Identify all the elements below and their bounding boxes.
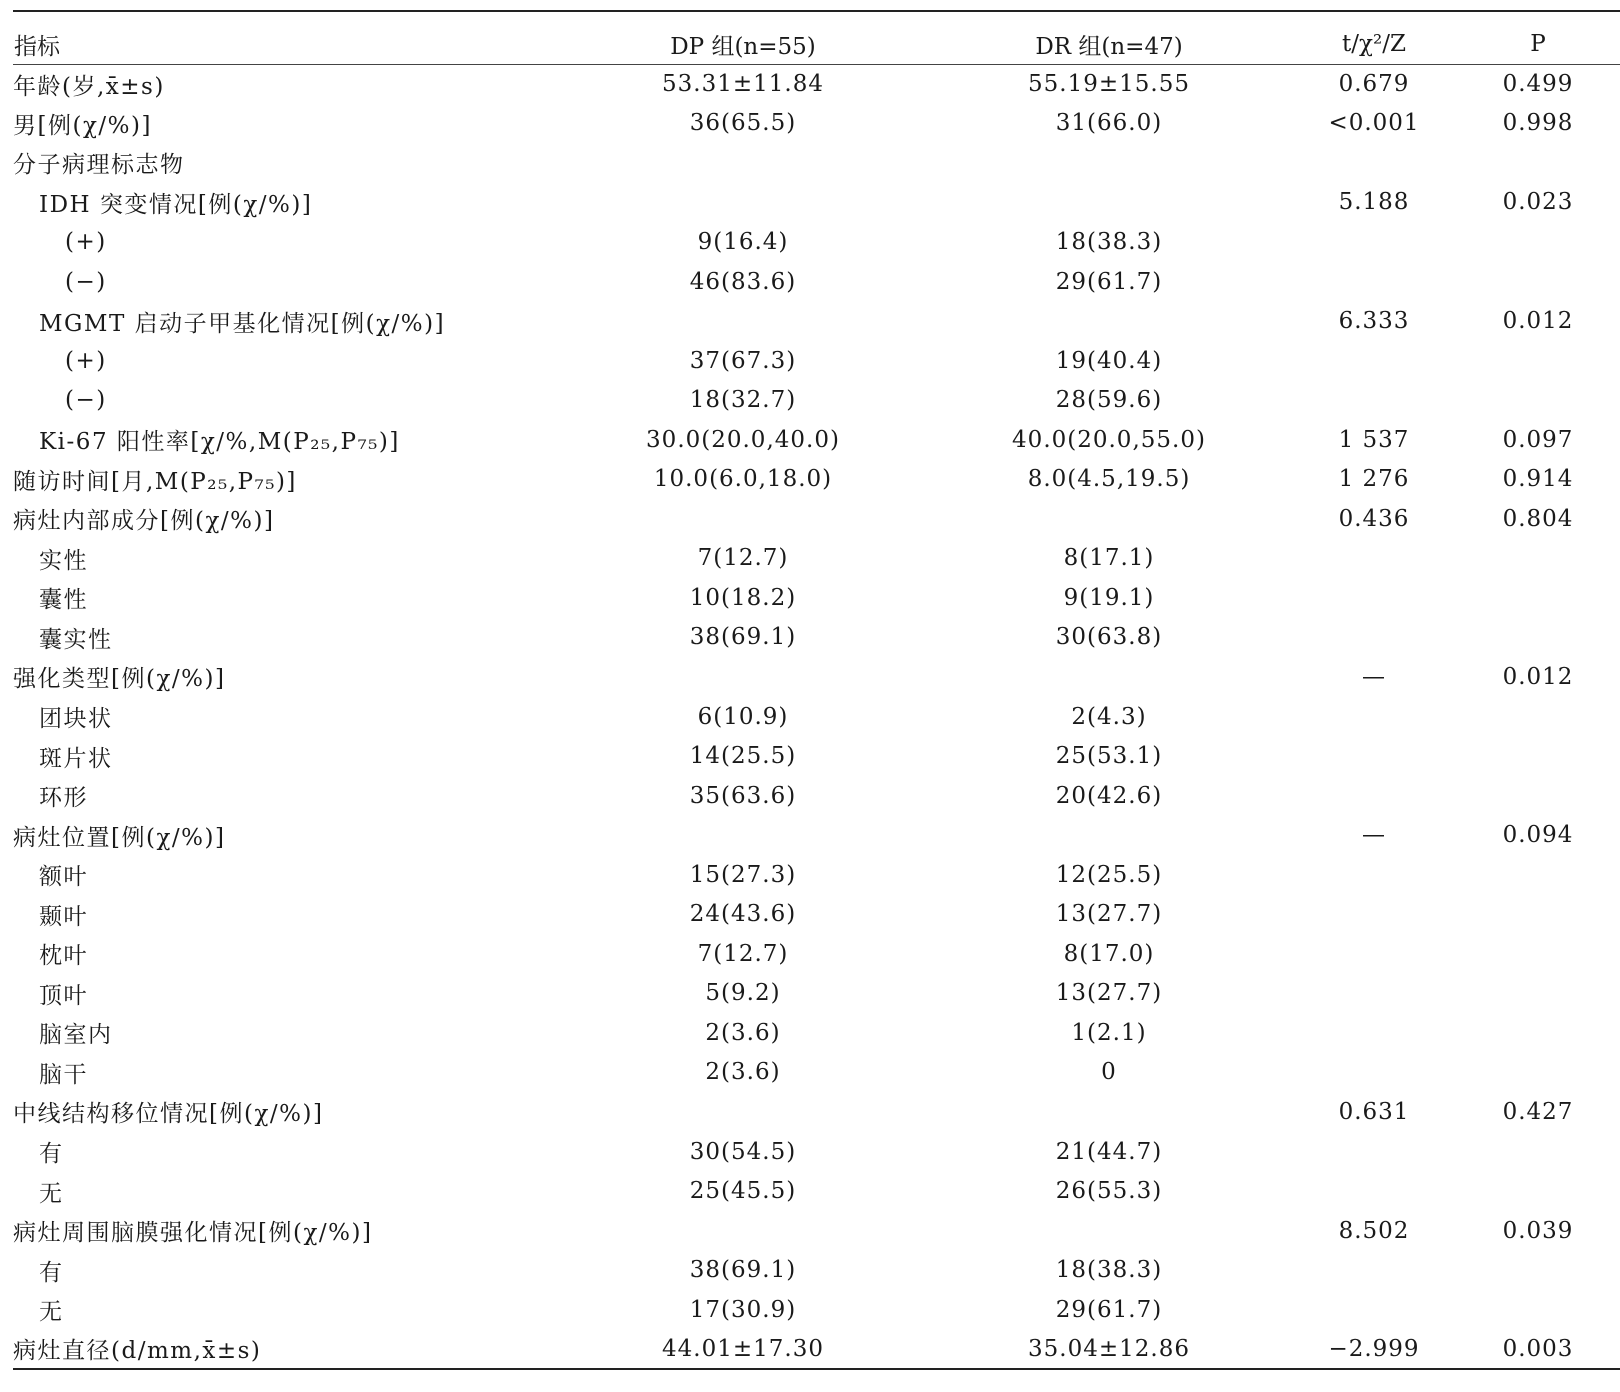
cell-p-value xyxy=(1456,855,1620,895)
table-row xyxy=(13,420,1620,460)
table-row xyxy=(13,64,1620,104)
cell-statistic xyxy=(1292,894,1456,934)
cell-dr-group xyxy=(926,657,1292,697)
cell-statistic: 5.188 xyxy=(1338,189,1410,216)
row-label: 实性 xyxy=(39,547,88,574)
row-label: 病灶直径(d/mm,x̄±s) xyxy=(13,1330,560,1370)
row-label: 囊性 xyxy=(39,587,88,614)
table-row xyxy=(13,1171,1620,1211)
cell-dp-group: 6(10.9) xyxy=(697,703,789,730)
cell-p-value: 0.998 xyxy=(1502,110,1574,137)
cell-statistic xyxy=(1292,697,1456,737)
row-label: 囊实性 xyxy=(39,626,113,653)
row-label: 强化类型[例(χ/%)] xyxy=(13,666,226,693)
cell-p-value: 0.094 xyxy=(1502,822,1574,849)
row-label: 有 xyxy=(39,1259,64,1286)
cell-p-value xyxy=(1456,539,1620,579)
cell-statistic: 1 537 xyxy=(1338,426,1410,453)
header-dp-group: DP 组(n=55) xyxy=(560,11,926,64)
cell-p-value xyxy=(1456,1290,1620,1330)
cell-statistic: 0.679 xyxy=(1338,71,1410,98)
cell-dr-group xyxy=(926,183,1292,223)
cell-dp-group: 30(54.5) xyxy=(689,1138,797,1165)
cell-statistic xyxy=(1292,262,1456,302)
cell-p-value: 0.804 xyxy=(1502,505,1574,532)
cell-dp-group: 24(43.6) xyxy=(689,901,797,928)
cell-statistic xyxy=(1292,539,1456,579)
cell-statistic xyxy=(1292,380,1456,420)
cell-dp-group xyxy=(560,301,926,341)
cell-dr-group: 18(38.3) xyxy=(1055,1257,1163,1284)
table-row xyxy=(13,1290,1620,1330)
cell-dr-group xyxy=(926,1211,1292,1251)
table-row xyxy=(13,380,1620,420)
cell-dr-group xyxy=(926,143,1292,183)
cell-p-value xyxy=(1456,1053,1620,1093)
table-row xyxy=(13,222,1620,262)
cell-statistic: 1 276 xyxy=(1338,466,1410,493)
cell-p-value xyxy=(1456,1171,1620,1211)
cell-p-value xyxy=(1456,736,1620,776)
cell-statistic xyxy=(1292,736,1456,776)
cell-p-value xyxy=(1456,934,1620,974)
table-row xyxy=(13,104,1620,144)
row-label: 团块状 xyxy=(39,706,113,733)
table-row xyxy=(13,341,1620,381)
cell-statistic xyxy=(1292,974,1456,1014)
cell-p-value xyxy=(1456,1132,1620,1172)
cell-dp-group xyxy=(560,815,926,855)
cell-dp-group xyxy=(560,499,926,539)
cell-p-value xyxy=(1456,380,1620,420)
cell-statistic: — xyxy=(1362,822,1386,849)
cell-statistic xyxy=(1292,776,1456,816)
table-row xyxy=(13,1092,1620,1132)
table-row xyxy=(13,1250,1620,1290)
cell-dp-group: 2(3.6) xyxy=(705,1019,781,1046)
header-row xyxy=(13,11,1620,64)
table-row xyxy=(13,855,1620,895)
cell-statistic: <0.001 xyxy=(1328,110,1420,137)
cell-dr-group: 13(27.7) xyxy=(1055,980,1163,1007)
cell-statistic: 0.631 xyxy=(1338,1098,1410,1125)
cell-statistic xyxy=(1292,1053,1456,1093)
cell-dp-group: 10.0(6.0,18.0) xyxy=(653,466,833,493)
cell-dr-group: 8(17.0) xyxy=(1063,940,1155,967)
row-label: 年龄(岁,x̄±s) xyxy=(13,73,165,100)
table-row xyxy=(13,539,1620,579)
cell-dr-group: 28(59.6) xyxy=(1055,387,1163,414)
cell-p-value: 0.097 xyxy=(1502,426,1574,453)
cell-p-value xyxy=(1456,578,1620,618)
cell-dr-group: 29(61.7) xyxy=(1055,1296,1163,1323)
cell-dp-group xyxy=(560,143,926,183)
comparison-table xyxy=(13,10,1620,1370)
cell-dp-group xyxy=(560,183,926,223)
cell-p-value xyxy=(1456,697,1620,737)
row-label: MGMT 启动子甲基化情况[例(χ/%)] xyxy=(39,310,446,337)
table-row xyxy=(13,1132,1620,1172)
cell-dr-group: 40.0(20.0,55.0) xyxy=(1012,426,1206,453)
cell-p-value xyxy=(1456,974,1620,1014)
cell-p-value: 0.039 xyxy=(1502,1217,1574,1244)
table-row xyxy=(13,578,1620,618)
table-row xyxy=(13,499,1620,539)
row-label: 顶叶 xyxy=(39,982,88,1009)
table-row xyxy=(13,697,1620,737)
table-header xyxy=(13,11,1620,64)
cell-dr-group: 12(25.5) xyxy=(1055,861,1163,888)
cell-dr-group: 1(2.1) xyxy=(1071,1019,1147,1046)
row-label: 病灶位置[例(χ/%)] xyxy=(13,824,226,851)
cell-statistic xyxy=(1292,1171,1456,1211)
cell-statistic xyxy=(1292,341,1456,381)
row-label: (−) xyxy=(65,268,107,295)
row-label: 病灶内部成分[例(χ/%)] xyxy=(13,508,275,535)
table-row xyxy=(13,618,1620,658)
table-row xyxy=(13,1053,1620,1093)
row-label: 随访时间[月,M(P₂₅,P₇₅)] xyxy=(13,468,297,495)
row-label: (+) xyxy=(65,347,107,374)
table-row xyxy=(13,1330,1620,1370)
cell-dr-group: 35.04±12.86 xyxy=(926,1330,1292,1370)
top-margin xyxy=(13,0,1620,10)
cell-dr-group: 13(27.7) xyxy=(1055,901,1163,928)
row-label: 额叶 xyxy=(39,864,88,891)
cell-dp-group: 15(27.3) xyxy=(689,861,797,888)
cell-dp-group: 7(12.7) xyxy=(697,940,789,967)
cell-dp-group: 10(18.2) xyxy=(689,584,797,611)
cell-dr-group: 55.19±15.55 xyxy=(1028,71,1190,98)
cell-dr-group: 31(66.0) xyxy=(1055,110,1163,137)
cell-statistic: — xyxy=(1362,663,1386,690)
cell-dr-group: 21(44.7) xyxy=(1055,1138,1163,1165)
cell-statistic xyxy=(1292,855,1456,895)
cell-p-value xyxy=(1456,1250,1620,1290)
cell-p-value: 0.914 xyxy=(1502,466,1574,493)
row-label: 环形 xyxy=(39,785,88,812)
cell-dr-group xyxy=(926,815,1292,855)
cell-dr-group xyxy=(926,499,1292,539)
table-row xyxy=(13,736,1620,776)
row-label: 枕叶 xyxy=(39,943,88,970)
cell-dr-group: 30(63.8) xyxy=(1055,624,1163,651)
cell-dp-group: 18(32.7) xyxy=(689,387,797,414)
cell-dp-group: 35(63.6) xyxy=(689,782,797,809)
cell-dp-group: 17(30.9) xyxy=(689,1296,797,1323)
cell-dp-group xyxy=(560,1092,926,1132)
cell-p-value: 0.012 xyxy=(1502,663,1574,690)
cell-dr-group: 29(61.7) xyxy=(1055,268,1163,295)
cell-dp-group: 7(12.7) xyxy=(697,545,789,572)
table-row xyxy=(13,301,1620,341)
cell-statistic xyxy=(1292,934,1456,974)
table-row xyxy=(13,1013,1620,1053)
row-label: 有 xyxy=(39,1141,64,1168)
cell-dp-group: 44.01±17.30 xyxy=(560,1330,926,1370)
cell-p-value xyxy=(1456,143,1620,183)
cell-dp-group: 37(67.3) xyxy=(689,347,797,374)
table-body xyxy=(13,64,1620,1369)
row-label: 病灶周围脑膜强化情况[例(χ/%)] xyxy=(13,1220,373,1247)
row-label: 无 xyxy=(39,1180,64,1207)
cell-p-value: 0.003 xyxy=(1456,1330,1620,1370)
row-label: 分子病理标志物 xyxy=(13,152,185,179)
table-row xyxy=(13,143,1620,183)
cell-p-value xyxy=(1456,222,1620,262)
cell-dr-group: 19(40.4) xyxy=(1055,347,1163,374)
cell-statistic: −2.999 xyxy=(1292,1330,1456,1370)
table-row xyxy=(13,459,1620,499)
cell-dr-group: 8.0(4.5,19.5) xyxy=(1027,466,1191,493)
row-label: IDH 突变情况[例(χ/%)] xyxy=(39,191,313,218)
cell-dp-group xyxy=(560,1211,926,1251)
row-label: 中线结构移位情况[例(χ/%)] xyxy=(13,1101,324,1128)
table-row xyxy=(13,183,1620,223)
cell-statistic: 6.333 xyxy=(1338,308,1410,335)
table-row xyxy=(13,894,1620,934)
cell-p-value: 0.023 xyxy=(1502,189,1574,216)
row-label: 男[例(χ/%)] xyxy=(13,112,152,139)
row-label: 脑室内 xyxy=(39,1022,113,1049)
cell-p-value xyxy=(1456,618,1620,658)
cell-p-value xyxy=(1456,894,1620,934)
cell-dr-group: 8(17.1) xyxy=(1063,545,1155,572)
table-row xyxy=(13,974,1620,1014)
cell-statistic xyxy=(1292,143,1456,183)
table-row xyxy=(13,657,1620,697)
header-dr-group: DR 组(n=47) xyxy=(926,11,1292,64)
cell-dp-group: 38(69.1) xyxy=(689,1257,797,1284)
row-label: 斑片状 xyxy=(39,745,113,772)
table-row xyxy=(13,1211,1620,1251)
cell-statistic xyxy=(1292,1132,1456,1172)
cell-p-value xyxy=(1456,1013,1620,1053)
cell-statistic xyxy=(1292,578,1456,618)
table-row xyxy=(13,815,1620,855)
cell-statistic xyxy=(1292,618,1456,658)
comparison-table-container xyxy=(13,0,1620,1370)
cell-statistic xyxy=(1292,222,1456,262)
cell-p-value xyxy=(1456,341,1620,381)
row-label: (−) xyxy=(65,387,107,414)
cell-p-value: 0.012 xyxy=(1502,308,1574,335)
cell-dr-group: 20(42.6) xyxy=(1055,782,1163,809)
header-p-value: P xyxy=(1456,11,1620,64)
cell-statistic: 8.502 xyxy=(1338,1217,1410,1244)
cell-dp-group: 14(25.5) xyxy=(689,743,797,770)
cell-dr-group: 0 xyxy=(1101,1059,1117,1086)
cell-dp-group: 5(9.2) xyxy=(705,980,781,1007)
cell-dp-group: 2(3.6) xyxy=(705,1059,781,1086)
table-row xyxy=(13,776,1620,816)
cell-p-value: 0.499 xyxy=(1502,71,1574,98)
cell-dp-group: 46(83.6) xyxy=(689,268,797,295)
cell-statistic xyxy=(1292,1013,1456,1053)
row-label: Ki-67 阳性率[χ/%,M(P₂₅,P₇₅)] xyxy=(39,429,400,456)
cell-dr-group: 26(55.3) xyxy=(1055,1178,1163,1205)
row-label: 颞叶 xyxy=(39,903,88,930)
cell-dp-group: 38(69.1) xyxy=(689,624,797,651)
cell-dr-group xyxy=(926,1092,1292,1132)
cell-dr-group: 2(4.3) xyxy=(1071,703,1147,730)
cell-p-value xyxy=(1456,262,1620,302)
header-indicator: 指标 xyxy=(13,11,560,64)
cell-dr-group: 25(53.1) xyxy=(1055,743,1163,770)
cell-p-value: 0.427 xyxy=(1502,1098,1574,1125)
cell-statistic xyxy=(1292,1250,1456,1290)
cell-dp-group: 36(65.5) xyxy=(689,110,797,137)
header-statistic: t/χ²/Z xyxy=(1292,11,1456,64)
cell-statistic xyxy=(1292,1290,1456,1330)
cell-dr-group xyxy=(926,301,1292,341)
table-row xyxy=(13,934,1620,974)
cell-dp-group: 9(16.4) xyxy=(697,228,789,255)
cell-dr-group: 9(19.1) xyxy=(1063,584,1155,611)
cell-dp-group: 30.0(20.0,40.0) xyxy=(646,426,840,453)
cell-dr-group: 18(38.3) xyxy=(1055,228,1163,255)
table-row xyxy=(13,262,1620,302)
row-label: 脑干 xyxy=(39,1061,88,1088)
cell-dp-group: 25(45.5) xyxy=(689,1178,797,1205)
cell-dp-group xyxy=(560,657,926,697)
cell-p-value xyxy=(1456,776,1620,816)
row-label: (+) xyxy=(65,228,107,255)
cell-dp-group: 53.31±11.84 xyxy=(662,71,824,98)
row-label: 无 xyxy=(39,1299,64,1326)
cell-statistic: 0.436 xyxy=(1338,505,1410,532)
